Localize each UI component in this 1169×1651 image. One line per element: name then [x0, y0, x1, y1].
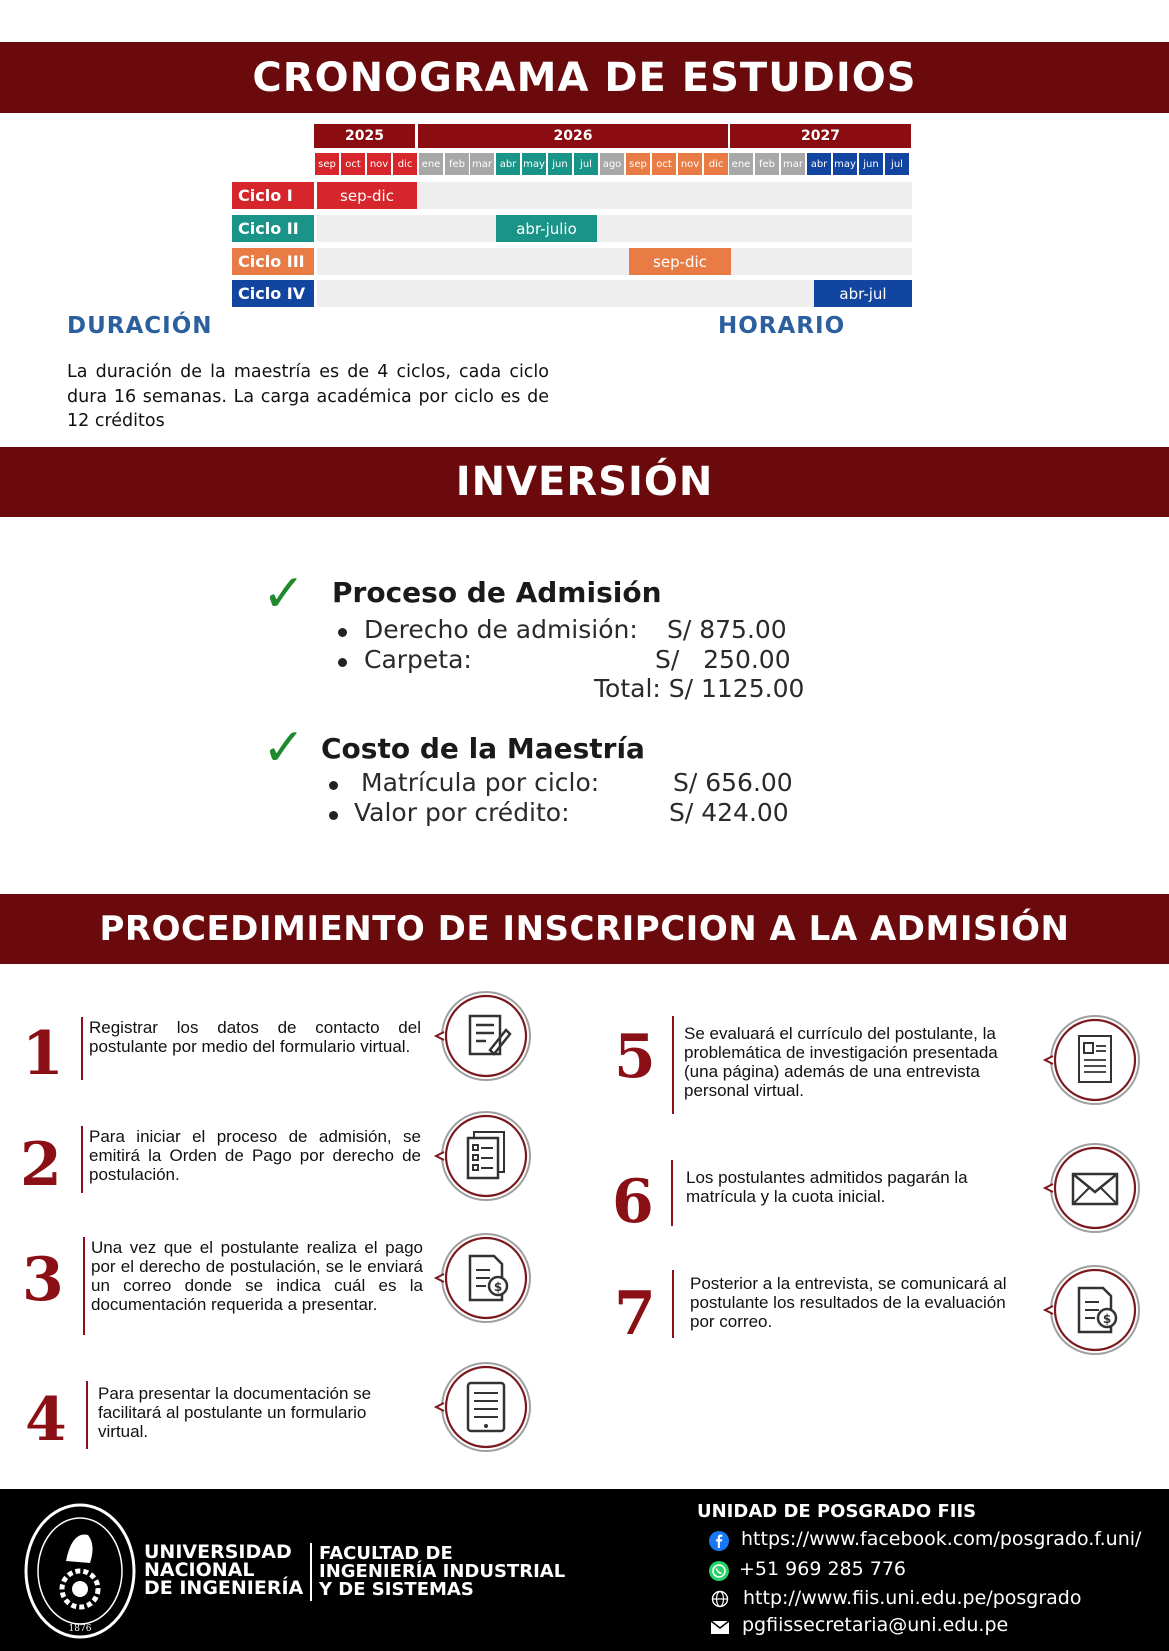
month-cell: dic — [704, 153, 728, 175]
ciclo-4-label: Ciclo IV — [232, 280, 314, 307]
step-7-text: Posterior a la entrevista, se comunicará al postulante los resultados de la evaluación por correo. — [690, 1274, 1007, 1331]
maestria-item-label: Valor por crédito: — [354, 798, 570, 827]
month-cell: abr — [496, 153, 520, 175]
month-cell: abr — [807, 153, 831, 175]
step-4-text: Para presentar la documentación se facilitará al postulante un formulario virtual. — [98, 1384, 372, 1441]
step-divider — [672, 1016, 674, 1114]
facebook-link[interactable]: https://www.facebook.com/posgrado.f.uni/ — [741, 1528, 1142, 1550]
month-cell: mar — [781, 153, 805, 175]
footer-divider — [310, 1543, 312, 1601]
month-cell: oct — [652, 153, 676, 175]
admision-item-label: Carpeta: — [364, 645, 472, 674]
month-cell: nov — [367, 153, 391, 175]
faculty-line: Y DE SISTEMAS — [319, 1579, 474, 1600]
bullet-icon — [329, 781, 338, 790]
month-cell: ago — [600, 153, 624, 175]
ciclo-3-label: Ciclo III — [232, 248, 314, 275]
procedimiento-title: PROCEDIMIENTO DE INSCRIPCION A LA ADMISIÓN — [0, 894, 1169, 964]
step-divider — [672, 1270, 674, 1338]
step-4-number: 4 — [25, 1385, 67, 1455]
svg-text:$: $ — [1102, 1312, 1112, 1326]
duracion-heading: DURACIÓN — [67, 313, 213, 339]
unit-name: UNIDAD DE POSGRADO FIIS — [697, 1501, 977, 1522]
check-icon: ✓ — [262, 718, 306, 778]
svg-text:$: $ — [493, 1280, 503, 1294]
step-1-text: Registrar los datos de contacto del postulante por medio del formulario virtual. — [89, 1018, 421, 1056]
year-2025: 2025 — [314, 124, 415, 148]
step-5-number: 5 — [614, 1022, 656, 1092]
website-link[interactable]: http://www.fiis.uni.edu.pe/posgrado — [743, 1587, 1082, 1609]
step-3-number: 3 — [22, 1245, 64, 1315]
faculty-line: FACULTAD DE — [319, 1543, 453, 1564]
admision-item-value: S/ 250.00 — [655, 645, 791, 674]
step-3-text: Una vez que el postulante realiza el pago por el derecho de postulación, se le enviará un correo donde se indica cuál es la documentación requerida a presentar. — [91, 1238, 423, 1314]
step-2-number: 2 — [20, 1130, 62, 1200]
checklist-icon — [434, 1108, 534, 1204]
ciclo-2-label: Ciclo II — [232, 215, 314, 242]
month-cell: may — [833, 153, 857, 175]
email-link[interactable]: pgfiissecretaria@uni.edu.pe — [742, 1614, 1009, 1636]
duracion-text: La duración de la maestría es de 4 ciclos, cada ciclo dura 16 semanas. La carga académica por ciclo es de 12 créditos — [67, 362, 549, 431]
year-2027: 2027 — [730, 124, 911, 148]
horario-heading: HORARIO — [718, 313, 846, 339]
step-divider — [86, 1381, 88, 1449]
cronograma-title: CRONOGRAMA DE ESTUDIOS — [0, 42, 1169, 113]
month-cell: feb — [445, 153, 469, 175]
uni-seal-logo — [22, 1501, 138, 1641]
month-cell: dic — [393, 153, 417, 175]
uni-line: DE INGENIERÍA — [144, 1577, 304, 1599]
month-cell: jul — [885, 153, 909, 175]
month-cell: oct — [341, 153, 365, 175]
month-cell: ene — [419, 153, 443, 175]
step-2-text: Para iniciar el proceso de admisión, se emitirá la Orden de Pago por derecho de postulación. — [89, 1127, 421, 1184]
facebook-icon — [709, 1531, 729, 1551]
month-cell: feb — [755, 153, 779, 175]
month-cell: nov — [678, 153, 702, 175]
ciclo-3-track — [317, 248, 912, 275]
ciclo-4-bar: abr-jul — [814, 280, 912, 307]
month-cell: jun — [859, 153, 883, 175]
maestria-item-value: S/ 656.00 — [673, 768, 793, 797]
footer — [0, 1489, 1169, 1651]
uni-line: NACIONAL — [144, 1559, 255, 1581]
ciclo-2-track — [317, 215, 912, 242]
check-icon: ✓ — [262, 564, 306, 624]
envelope-icon — [1043, 1140, 1143, 1236]
admision-total: Total: S/ 1125.00 — [594, 674, 805, 703]
step-divider — [81, 1126, 83, 1193]
year-2026: 2026 — [418, 124, 728, 148]
ciclo-1-label: Ciclo I — [232, 182, 314, 209]
step-divider — [83, 1237, 85, 1335]
ciclo-3-bar: sep-dic — [629, 248, 731, 275]
ciclo-2-bar: abr-julio — [496, 215, 597, 242]
bullet-icon — [338, 658, 347, 667]
month-cell: jun — [548, 153, 572, 175]
maestria-heading: Costo de la Maestría — [321, 732, 645, 765]
phone-number[interactable]: +51 969 285 776 — [739, 1558, 907, 1580]
maestria-item-label: Matrícula por ciclo: — [361, 768, 600, 797]
svg-text:1876: 1876 — [68, 1624, 92, 1634]
uni-line: UNIVERSIDAD — [144, 1541, 292, 1563]
tablet-form-icon — [434, 1359, 534, 1455]
step-1-number: 1 — [22, 1019, 64, 1089]
invoice-icon — [434, 1230, 534, 1326]
whatsapp-icon — [709, 1561, 729, 1581]
admision-item-label: Derecho de admisión: — [364, 615, 638, 644]
form-pen-icon — [434, 988, 534, 1084]
faculty-name — [319, 1545, 565, 1599]
step-7-number: 7 — [614, 1279, 656, 1349]
month-cell: mar — [470, 153, 494, 175]
step-6-text: Los postulantes admitidos pagarán la matrícula y la cuota inicial. — [686, 1168, 968, 1206]
ciclo-1-bar: sep-dic — [317, 182, 417, 209]
month-cell: sep — [315, 153, 339, 175]
email-icon — [710, 1620, 730, 1635]
step-divider — [671, 1160, 673, 1226]
uni-name — [144, 1543, 303, 1597]
month-cell: sep — [626, 153, 650, 175]
admision-item-value: S/ 875.00 — [667, 615, 787, 644]
step-divider — [81, 1017, 83, 1080]
maestria-item-value: S/ 424.00 — [669, 798, 789, 827]
step-6-number: 6 — [612, 1167, 654, 1237]
month-cell: jul — [574, 153, 598, 175]
step-5-text: Se evaluará el currículo del postulante, la problemática de investigación presentada (una página) además de una entrevista personal virtual. — [684, 1024, 998, 1100]
admision-heading: Proceso de Admisión — [332, 576, 662, 609]
month-cell: may — [522, 153, 546, 175]
resume-icon — [1043, 1012, 1143, 1108]
faculty-line: INGENIERÍA INDUSTRIAL — [319, 1561, 566, 1582]
bullet-icon — [338, 628, 347, 637]
bullet-icon — [329, 811, 338, 820]
inversion-title: INVERSIÓN — [0, 447, 1169, 517]
globe-icon — [711, 1590, 729, 1608]
invoice-icon — [1043, 1262, 1143, 1358]
month-cell: ene — [729, 153, 753, 175]
